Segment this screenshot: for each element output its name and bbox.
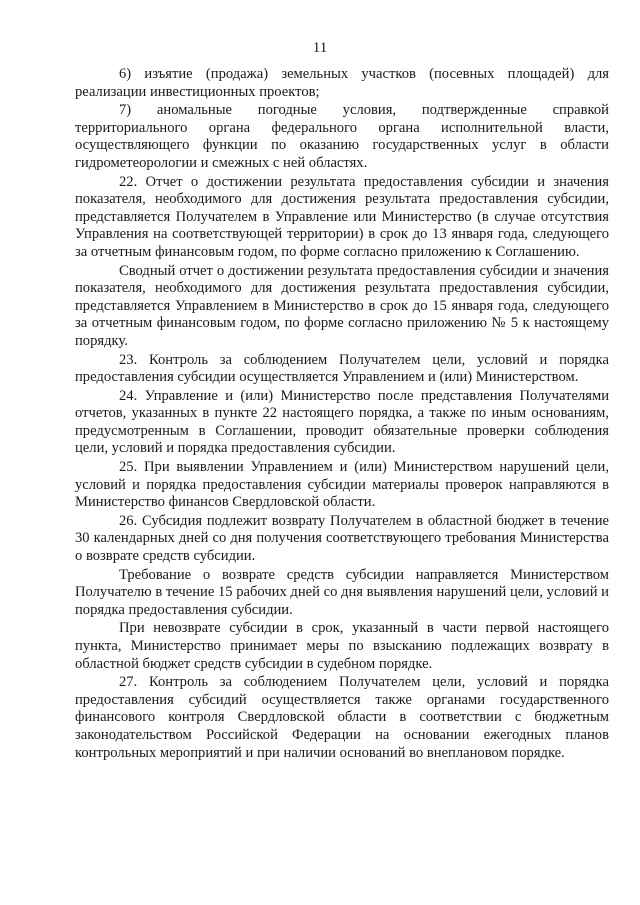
- paragraph-clause-26: 26. Субсидия подлежит возврату Получателем в областной бюджет в течение 30 календарных дней со дня получения соответствующего требования Министерства о возврате средств субсидии.: [75, 512, 609, 565]
- paragraph-non-return: При невозврате субсидии в срок, указанный в части первой настоящего пункта, Министерство принимает меры по взысканию подлежащих возврату в областной бюджет средств субсидии в судебном порядке.: [75, 620, 609, 672]
- paragraph-clause-27: 27. Контроль за соблюдением Получателем цели, условий и порядка предоставления субсидий осуществляется также органами государственного финансового контроля Свердловской области в соответствии с бюджетным законодательством Российской Федерации на основании ежегодных планов контрольных мероприятий и при наличии оснований во внеплановом порядке.: [75, 674, 609, 761]
- paragraph-summary-report: Сводный отчет о достижении результата предоставления субсидии и значения показателя, необходимого для достижения результата предоставления субсидии, представляется Управлением в Министерство в срок до 15 января года, следующего за отчетным финансовым годом, по форме согласно приложению № 5 к настоящему порядку.: [75, 262, 609, 349]
- paragraph-clause-22: 22. Отчет о достижении результата предоставления субсидии и значения показателя, необходимого для достижения результата предоставления субсидии, представляется Получателем в Управление или Министерство (в случае отсутствия Управления на соответствующей территории) в срок до 13 января года, следующего за отчетным финансовым годом, по форме согласно приложению к Соглашению.: [75, 173, 609, 260]
- paragraph-item-7: 7) аномальные погодные условия, подтвержденные справкой территориального органа федерального органа исполнительной власти, осуществляющего функции по оказанию государственных услуг в области гидрометеорологии и смежных с ней областях.: [75, 102, 609, 171]
- paragraph-clause-24: 24. Управление и (или) Министерство после представления Получателями отчетов, указанных в пункте 22 настоящего порядка, а также по иным основаниям, предусмотренным в Соглашении, проводит обязательные проверки соблюдения цели, условий и порядка предоставления субсидии.: [75, 387, 609, 457]
- page-number: 11: [312, 40, 328, 56]
- document-body: [75, 66, 609, 763]
- paragraph-clause-25: 25. При выявлении Управлением и (или) Министерством нарушений цели, условий и порядка предоставления субсидии материалы проверок направляются в Министерство финансов Свердловской области.: [75, 459, 609, 511]
- paragraph-item-6: 6) изъятие (продажа) земельных участков (посевных площадей) для реализации инвестиционных проектов;: [75, 66, 609, 100]
- paragraph-clause-23: 23. Контроль за соблюдением Получателем цели, условий и порядка предоставления субсидии осуществляется Управлением и (или) Министерством.: [75, 351, 609, 386]
- paragraph-refund-requirement: Требование о возврате средств субсидии направляется Министерством Получателю в течение 15 рабочих дней со дня выявления нарушений цели, условий и порядка предоставления субсидии.: [75, 566, 609, 618]
